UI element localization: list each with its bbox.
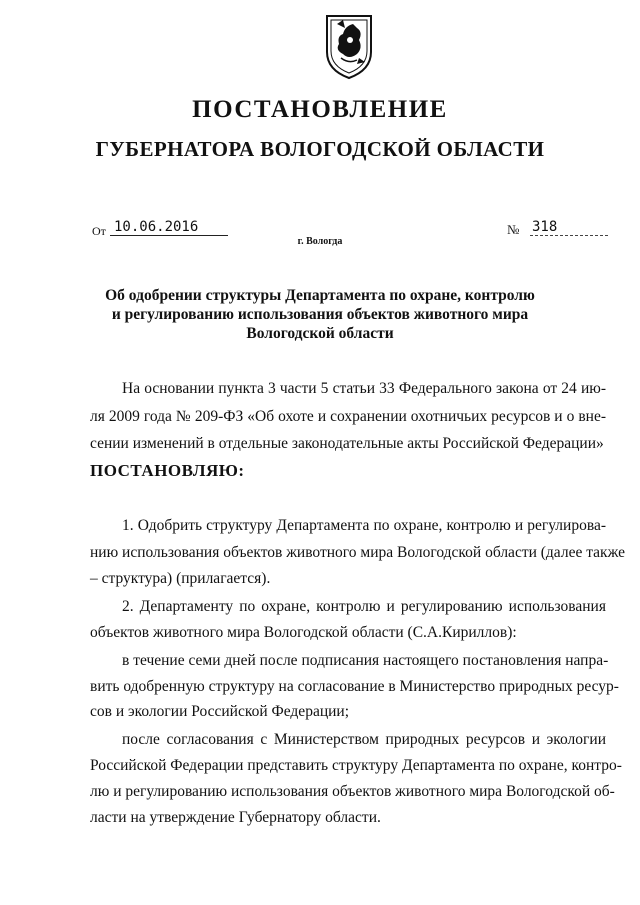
decree-word: ПОСТАНОВЛЯЮ: [90,461,245,480]
subject-line: и регулированию использования объектов животного мира [111,306,529,323]
paragraph-line: после согласования с Министерством природных ресурсов и экологии [122,731,606,748]
city-label: г. Вологда [297,236,343,247]
number-label: № [507,222,520,237]
coat-of-arms-icon [323,14,375,80]
paragraph-line: объектов животного мира Вологодской области (С.А.Кириллов): [90,624,517,641]
paragraph-line: – структура) (прилагается). [90,570,271,587]
preamble-line: сении изменений в отдельные законодательные акты Российской Федерации» [90,435,604,452]
subject-line: Вологодской области [246,325,394,342]
paragraph-line: вить одобренную структуру на согласование в Министерство природных ресур- [90,678,619,695]
subject-line: Об одобрении структуры Департамента по охране, контролю [105,287,535,304]
paragraph-line: нию использования объектов животного мира Вологодской области (далее также [90,544,625,561]
paragraph-line: Российской Федерации представить структуру Департамента по охране, контро- [90,757,622,774]
paragraph-line: в течение семи дней после подписания настоящего постановления напра- [122,652,609,669]
paragraph-line: сов и экологии Российской Федерации; [90,703,350,720]
paragraph-line: 2. Департаменту по охране, контролю и регулированию использования [122,598,606,615]
document-subtitle: ГУБЕРНАТОРА ВОЛОГОДСКОЙ ОБЛАСТИ [95,137,545,161]
subject-heading [100,286,540,343]
preamble-line: На основании пункта 3 части 5 статьи 33 Федерального закона от 24 ию- [122,380,606,397]
paragraph-line: ласти на утверждение Губернатору области. [90,809,381,826]
date-label: От [92,224,106,238]
date-value: 10.06.2016 [110,219,228,236]
number-value: 318 [530,219,608,236]
preamble-line: ля 2009 года № 209-ФЗ «Об охоте и сохранении охотничьих ресурсов и о вне- [90,408,606,425]
document-title: ПОСТАНОВЛЕНИЕ [192,96,448,123]
paragraph-line: лю и регулированию использования объектов животного мира Вологодской об- [90,783,615,800]
paragraph-line: 1. Одобрить структуру Департамента по охране, контролю и регулирова- [122,517,606,534]
